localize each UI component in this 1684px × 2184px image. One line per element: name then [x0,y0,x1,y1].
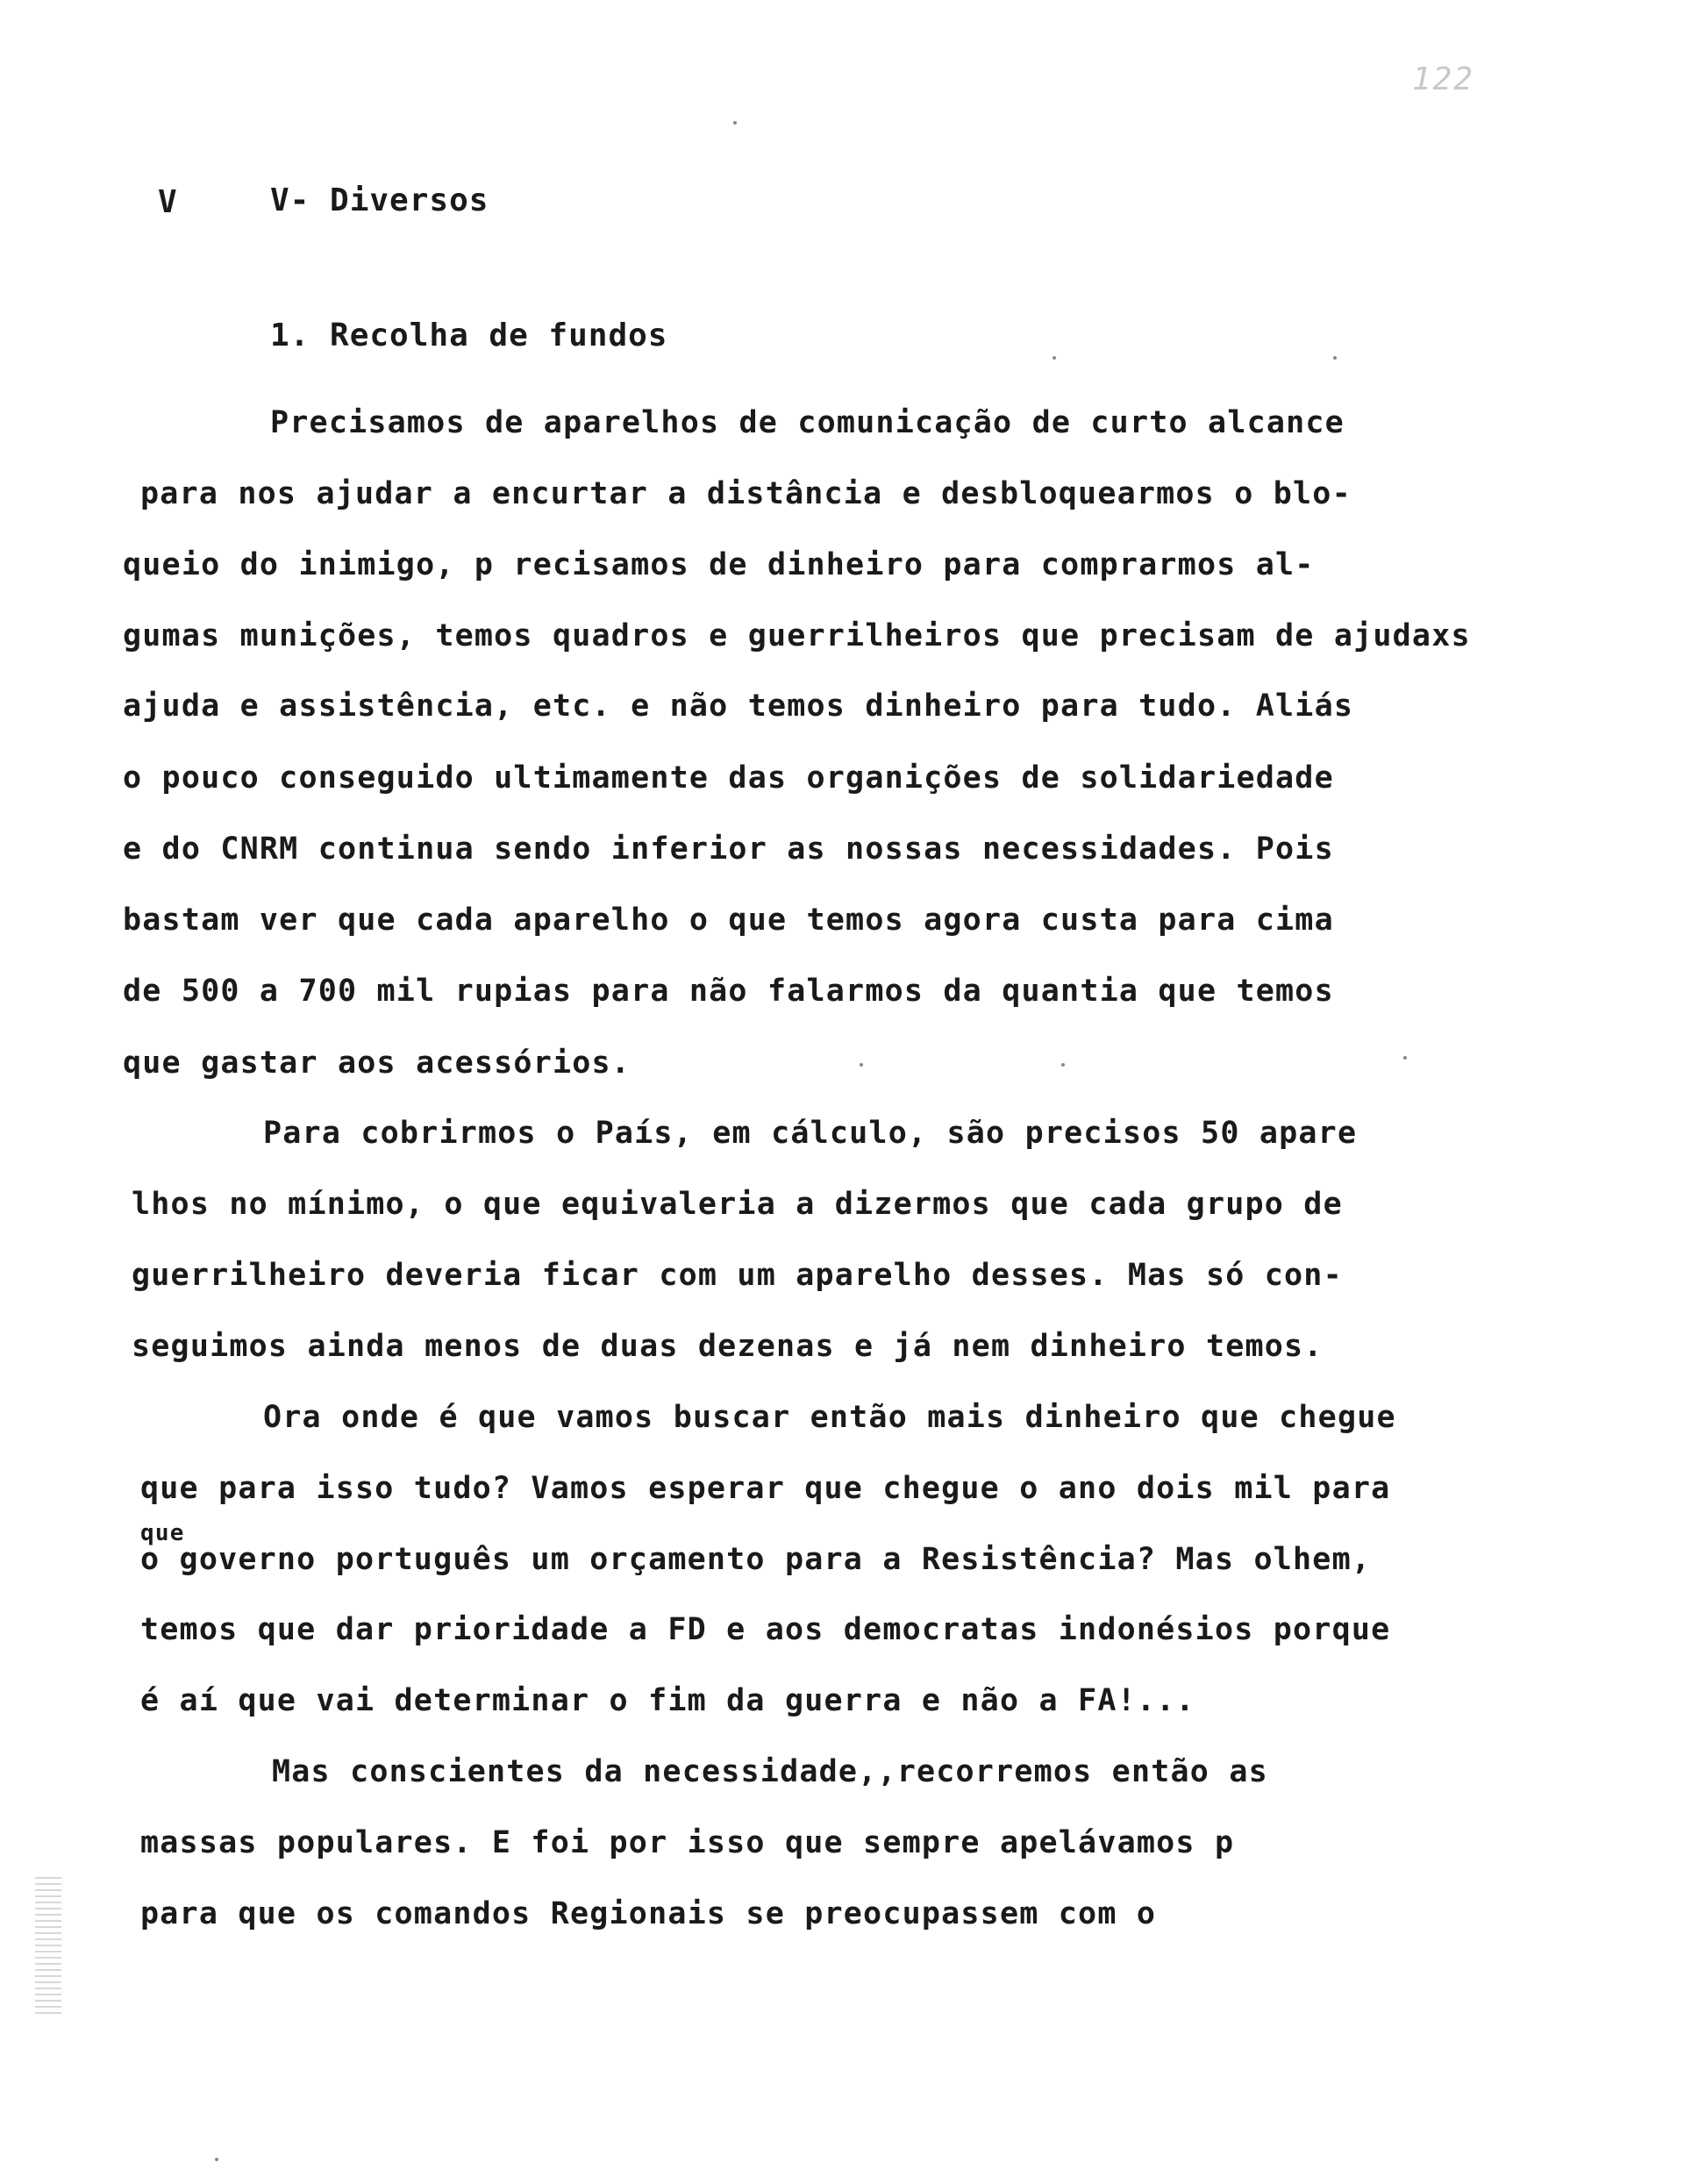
scan-speck [860,1063,863,1067]
body-line: lhos no mínimo, o que equivaleria a dizermos que cada grupo de [132,1187,1343,1222]
page-number-mark: 122 [1412,61,1475,97]
scan-speck [1403,1056,1407,1060]
body-line: o pouco conseguido ultimamente das organições de solidariedade [123,760,1334,796]
subsection-title: 1. Recolha de fundos [270,318,668,353]
body-line: guerrilheiro deveria ficar com um aparelho desses. Mas só con- [132,1258,1343,1293]
body-line: bastam ver que cada aparelho o que temos agora custa para cima [123,903,1334,938]
body-line: gumas munições, temos quadros e guerrilheiros que precisam de ajudaxs [123,618,1471,653]
body-line: seguimos ainda menos de duas dezenas e já nem dinheiro temos. [132,1329,1324,1364]
scan-speck [1052,356,1056,360]
interline-insertion: que [140,1520,185,1546]
body-line: ajuda e assistência, etc. e não temos dinheiro para tudo. Aliás [123,689,1354,724]
body-line: que para isso tudo? Vamos esperar que chegue o ano dois mil para [140,1471,1391,1506]
body-line: para que os comandos Regionais se preocupassem com o [140,1896,1157,1931]
section-title: V- Diversos [270,182,489,218]
body-line: temos que dar prioridade a FD e aos democratas indonésios porque [140,1612,1391,1647]
scan-speck [1333,356,1337,360]
body-line: Mas conscientes da necessidade,,recorremos então as [272,1754,1268,1789]
body-line: o governo português um orçamento para a Resistência? Mas olhem, [140,1542,1372,1577]
body-line: Precisamos de aparelhos de comunicação de curto alcance [270,405,1345,440]
scan-speck [733,121,737,125]
scan-speck [1061,1063,1065,1067]
section-number: V [158,184,177,220]
body-line: queio do inimigo, p recisamos de dinheiro para comprarmos al- [123,547,1315,582]
body-line: Para cobrirmos o País, em cálculo, são precisos 50 apare [263,1116,1358,1151]
body-line: e do CNRM continua sendo inferior as nossas necessidades. Pois [123,831,1334,867]
body-line: que gastar aos acessórios. [123,1046,632,1081]
body-line: de 500 a 700 mil rupias para não falarmos da quantia que temos [123,974,1334,1009]
body-line: Ora onde é que vamos buscar então mais dinheiro que chegue [263,1400,1396,1435]
body-line: para nos ajudar a encurtar a distância e desbloquearmos o blo- [140,476,1352,511]
body-line: é aí que vai determinar o fim da guerra e não a FA!... [140,1683,1195,1718]
body-line: massas populares. E foi por isso que sempre apelávamos p [140,1825,1235,1860]
binding-mark [35,1877,61,2017]
scan-speck [215,2158,218,2161]
